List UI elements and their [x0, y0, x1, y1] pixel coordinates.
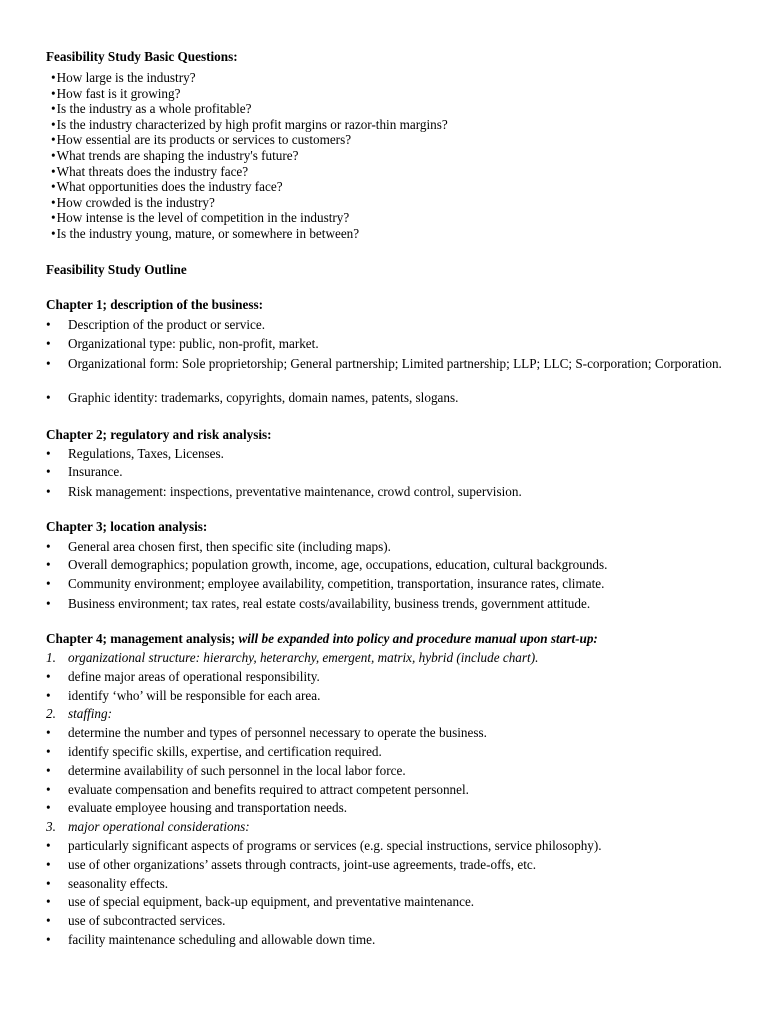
bullet: •: [46, 800, 51, 816]
item-text: identify specific skills, expertise, and certification required.: [68, 743, 382, 759]
item-text: Overall demographics; population growth, income, age, occupations, education, cultural backgrounds.: [68, 557, 608, 572]
list-item: [51, 164, 448, 180]
list-item: [46, 838, 736, 857]
bullet: •: [51, 70, 56, 85]
list-item: [46, 355, 736, 390]
bullet: •: [51, 163, 56, 179]
list-item: [46, 913, 736, 932]
bullet: •: [51, 85, 56, 101]
chapter4-heading-emphasis: will be expanded into policy and procedure manual upon start-up:: [238, 631, 598, 646]
question-text: How fast is it growing?: [56, 85, 181, 101]
question-text: What trends are shaping the industry's future?: [56, 147, 299, 163]
chapter1-list: [46, 317, 736, 409]
chapter3-heading: Chapter 3; location analysis:: [46, 519, 208, 534]
basic-questions-heading: Feasibility Study Basic Questions:: [46, 49, 238, 64]
item-text: Insurance.: [68, 464, 123, 479]
bullet: •: [46, 762, 51, 778]
list-item: [46, 688, 736, 707]
item-text: determine availability of such personnel in the local labor force.: [68, 762, 406, 778]
question-text: How crowded is the industry?: [56, 194, 215, 210]
chapter3-list: [46, 539, 736, 615]
question-text: Is the industry young, mature, or somewhere in between?: [56, 225, 360, 241]
bullet: •: [46, 390, 51, 405]
section-title: organizational structure: hierarchy, heterarchy, emergent, matrix, hybrid (include chart).: [68, 650, 539, 665]
question-text: How essential are its products or services to customers?: [56, 132, 352, 148]
question-text: What opportunities does the industry face?: [56, 179, 283, 195]
list-item: [51, 86, 448, 102]
bullet: •: [46, 856, 51, 872]
list-item: [51, 132, 448, 148]
bullet: •: [46, 743, 51, 759]
list-item: [46, 782, 736, 801]
item-text: Community environment; employee availability, competition, transportation, insurance rates, climate.: [68, 576, 605, 591]
bullet: •: [46, 668, 51, 684]
bullet: •: [51, 225, 56, 241]
list-item: [46, 484, 736, 503]
bullet: •: [46, 464, 51, 479]
item-text: evaluate employee housing and transportation needs.: [68, 800, 348, 816]
list-item: [46, 336, 736, 355]
item-text: define major areas of operational responsibility.: [68, 668, 320, 684]
section-number: 3.: [46, 819, 56, 835]
item-text: Graphic identity: trademarks, copyrights, domain names, patents, slogans.: [68, 390, 459, 405]
list-item: [46, 725, 736, 744]
question-text: How large is the industry?: [56, 70, 196, 85]
item-text: Organizational type: public, non-profit, market.: [68, 336, 319, 351]
chapter1-heading: Chapter 1; description of the business:: [46, 297, 263, 312]
item-text: identify ‘who’ will be responsible for each area.: [68, 687, 321, 703]
bullet: •: [46, 894, 51, 910]
list-item: [51, 179, 448, 195]
item-text: Risk management: inspections, preventative maintenance, crowd control, supervision.: [68, 484, 522, 499]
basic-questions-list: [51, 70, 448, 242]
item-text: Business environment; tax rates, real estate costs/availability, business trends, government attitude.: [68, 596, 591, 611]
bullet: •: [46, 336, 51, 351]
question-text: How intense is the level of competition in the industry?: [56, 210, 350, 226]
list-item: [46, 669, 736, 688]
bullet: •: [51, 179, 56, 195]
list-item: [46, 857, 736, 876]
item-text: Organizational form: Sole proprietorship; General partnership; Limited partnership; LLP; LLC; S-corporation; Corporation.: [68, 356, 722, 371]
chapter4-list: [46, 650, 736, 951]
outline-title: Feasibility Study Outline: [46, 262, 187, 277]
section-title: major operational considerations:: [68, 819, 250, 835]
bullet: •: [51, 210, 56, 226]
section-title: staffing:: [68, 706, 112, 722]
question-text: What threats does the industry face?: [56, 163, 249, 179]
list-item: [51, 195, 448, 211]
bullet: •: [46, 913, 51, 929]
list-item: [46, 464, 736, 484]
list-item: [46, 576, 736, 596]
list-item: [51, 148, 448, 164]
item-text: facility maintenance scheduling and allowable down time.: [68, 931, 376, 947]
list-item: [46, 446, 736, 464]
section-heading: [46, 819, 736, 838]
bullet: •: [46, 539, 51, 554]
section-heading: [46, 650, 736, 669]
item-text: Description of the product or service.: [68, 317, 266, 332]
chapter4-heading-text: Chapter 4; management analysis;: [46, 631, 236, 646]
bullet: •: [46, 596, 51, 611]
question-text: Is the industry as a whole profitable?: [56, 101, 252, 117]
bullet: •: [46, 837, 51, 853]
bullet: •: [51, 101, 56, 117]
item-text: particularly significant aspects of programs or services (e.g. special instructions, service philosophy).: [68, 837, 602, 853]
bullet: •: [46, 446, 51, 461]
chapter2-list: [46, 446, 736, 503]
list-item: [46, 317, 736, 336]
bullet: •: [46, 576, 51, 591]
list-item: [46, 876, 736, 895]
bullet: •: [46, 317, 51, 332]
list-item: [51, 226, 448, 242]
list-item: [51, 70, 448, 86]
bullet: •: [51, 147, 56, 163]
item-text: General area chosen first, then specific site (including maps).: [68, 539, 391, 554]
list-item: [46, 932, 736, 951]
list-item: [51, 210, 448, 226]
item-text: determine the number and types of personnel necessary to operate the business.: [68, 725, 487, 741]
section-number: 1.: [46, 650, 56, 665]
item-text: use of other organizations’ assets through contracts, joint-use agreements, trade-offs, etc.: [68, 856, 537, 872]
section-heading: [46, 706, 736, 725]
list-item: [46, 763, 736, 782]
item-text: use of special equipment, back-up equipment, and preventative maintenance.: [68, 894, 475, 910]
list-item: [46, 894, 736, 913]
item-text: use of subcontracted services.: [68, 913, 226, 929]
list-item: [46, 596, 736, 615]
item-text: evaluate compensation and benefits required to attract competent personnel.: [68, 781, 469, 797]
chapter4-heading: [46, 631, 598, 647]
bullet: •: [46, 557, 51, 572]
bullet: •: [46, 356, 51, 371]
bullet: •: [51, 116, 56, 132]
list-item: [46, 744, 736, 763]
bullet: •: [51, 194, 56, 210]
list-item: [51, 101, 448, 117]
list-item: [46, 800, 736, 819]
bullet: •: [46, 931, 51, 947]
item-text: seasonality effects.: [68, 875, 169, 891]
bullet: •: [46, 484, 51, 499]
question-text: Is the industry characterized by high profit margins or razor-thin margins?: [56, 116, 448, 132]
bullet: •: [46, 875, 51, 891]
bullet: •: [46, 687, 51, 703]
bullet: •: [46, 781, 51, 797]
bullet: •: [51, 132, 56, 148]
section-number: 2.: [46, 706, 56, 722]
chapter2-heading: Chapter 2; regulatory and risk analysis:: [46, 427, 272, 442]
item-text: Regulations, Taxes, Licenses.: [68, 446, 224, 461]
list-item: [46, 390, 736, 409]
list-item: [46, 539, 736, 557]
list-item: [51, 117, 448, 133]
bullet: •: [46, 725, 51, 741]
list-item: [46, 557, 736, 576]
